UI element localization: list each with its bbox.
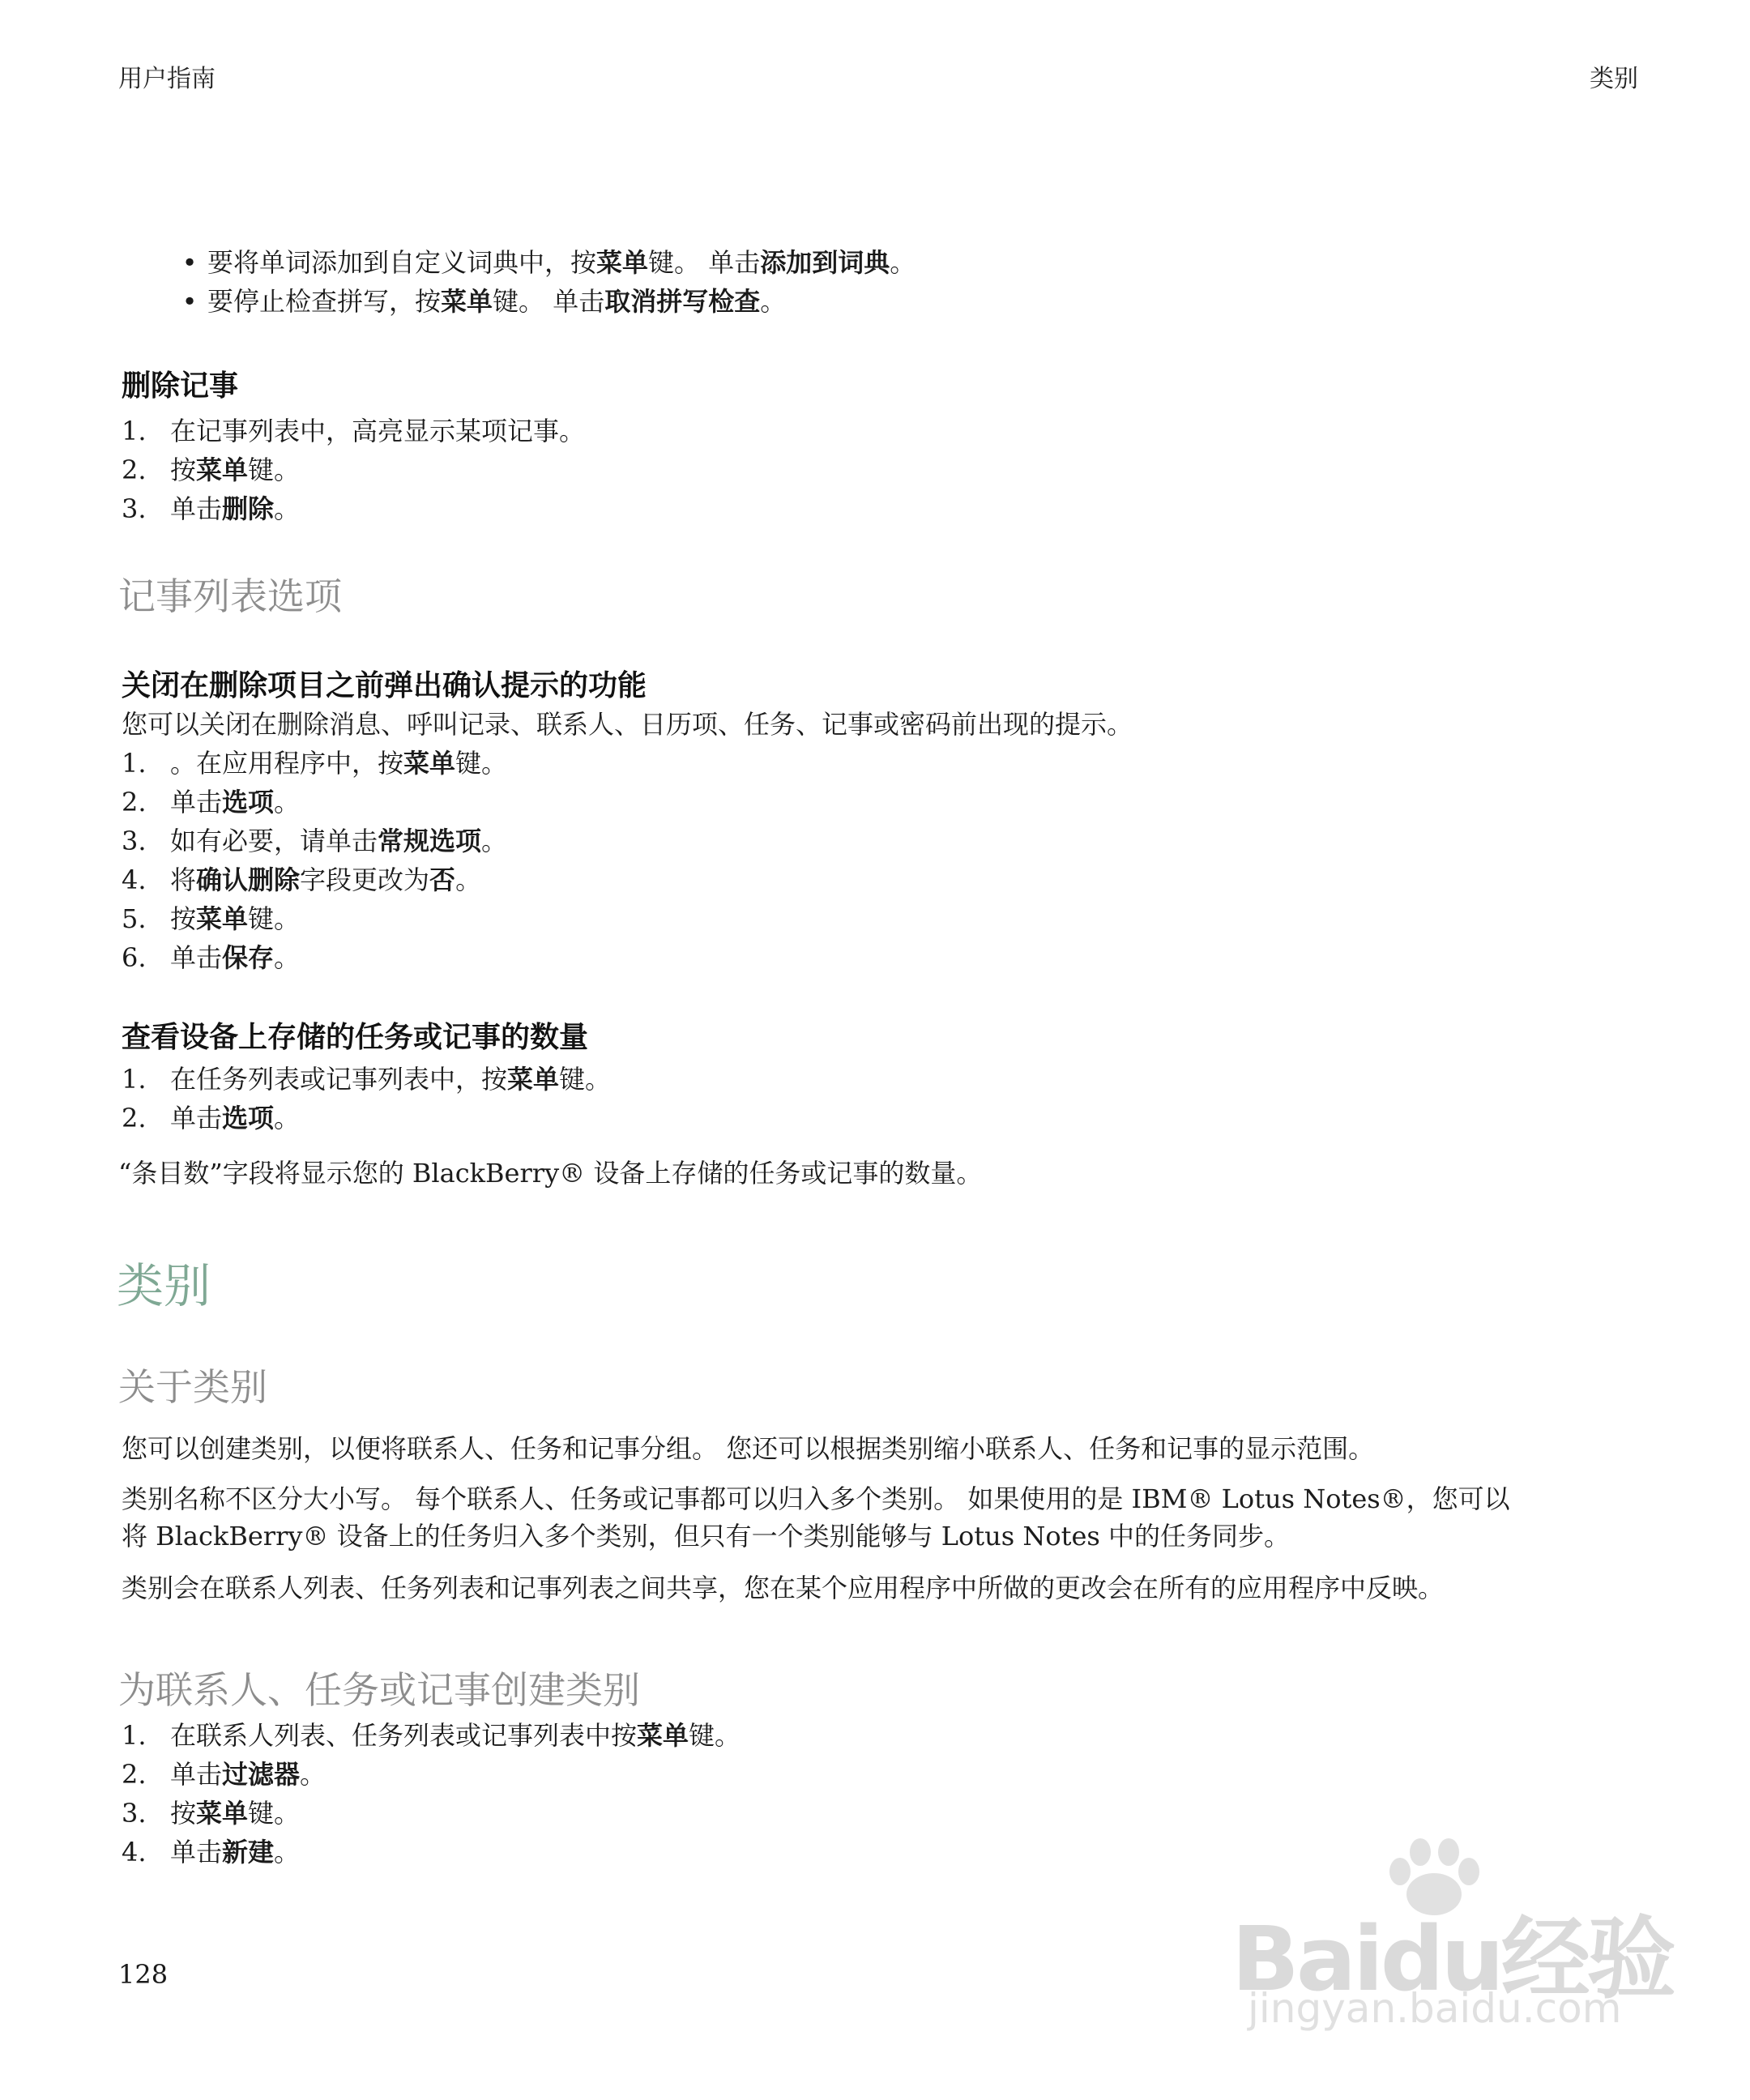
list-item: 2. 单击选项。 [122,1103,301,1133]
about-paragraph-2-line-1: 类别名称不区分大小写。 每个联系人、任务或记事都可以归入多个类别。 如果使用的是 IBM® Lotus Notes®，您可以 [122,1483,1510,1514]
confirm-off-intro: 您可以关闭在删除消息、呼叫记录、联系人、日历项、任务、记事或密码前出现的提示。 [122,709,1133,740]
list-item: 2. 单击选项。 [122,787,301,817]
running-header-left: 用户指南 [118,65,216,93]
section-title-about: 关于类别 [118,1365,267,1409]
confirm-off-steps [122,744,507,977]
delete-note-steps [122,412,585,528]
baidu-watermark [1231,1831,1673,2034]
watermark-brand: Baidu经验 [1231,1907,1673,2011]
section-heading-confirm-off: 关闭在删除项目之前弹出确认提示的功能 [122,668,647,702]
spell-bullet-list [172,243,916,321]
watermark-url: jingyan.baidu.com [1248,1985,1622,2032]
list-item: 3. 如有必要，请单击常规选项。 [122,826,508,856]
list-item: 2. 按菜单键。 [122,455,301,485]
create-steps [122,1716,741,1872]
list-item: 2. 单击过滤器。 [122,1759,327,1790]
list-item: 1. 在记事列表中，高亮显示某项记事。 [122,416,586,446]
list-item: 1. 在任务列表或记事列表中，按菜单键。 [122,1064,612,1095]
list-item: 1. 。在应用程序中，按菜单键。 [122,748,508,779]
list-item: 1. 在联系人列表、任务列表或记事列表中按菜单键。 [122,1720,741,1751]
page-number: 128 [118,1959,169,1990]
list-item: 5. 按菜单键。 [122,903,301,934]
list-item: 3. 单击删除。 [122,493,301,524]
section-heading-delete-note: 删除记事 [122,369,239,403]
list-item: • 要将单词添加到自定义词典中，按菜单键。 单击添加到词典。 [181,247,916,278]
section-title-notes-options: 记事列表选项 [118,574,342,618]
list-item: 4. 将确认删除字段更改为否。 [122,864,482,895]
section-heading-count-view: 查看设备上存储的任务或记事的数量 [122,1020,589,1054]
list-item: • 要停止检查拼写，按菜单键。 单击取消拼写检查。 [181,286,787,317]
list-item: 6. 单击保存。 [122,942,301,973]
list-item: 4. 单击新建。 [122,1837,301,1867]
chapter-title: 类别 [117,1258,211,1313]
about-paragraph-3: 类别会在联系人列表、任务列表和记事列表之间共享，您在某个应用程序中所做的更改会在所有的应用程序中反映。 [122,1573,1445,1603]
running-header-right: 类别 [1590,65,1638,93]
list-item: 3. 按菜单键。 [122,1798,301,1829]
about-paragraph-1: 您可以创建类别，以便将联系人、任务和记事分组。 您还可以根据类别缩小联系人、任务和记事的显示范围。 [122,1433,1375,1464]
section-title-create: 为联系人、任务或记事创建类别 [118,1668,640,1712]
count-view-note: “条目数”字段将显示您的 BlackBerry® 设备上存储的任务或记事的数量。 [118,1158,983,1189]
count-view-steps [122,1060,611,1138]
about-paragraph-2-line-2: 将 BlackBerry® 设备上的任务归入多个类别，但只有一个类别能够与 Lotus Notes 中的任务同步。 [122,1521,1291,1552]
